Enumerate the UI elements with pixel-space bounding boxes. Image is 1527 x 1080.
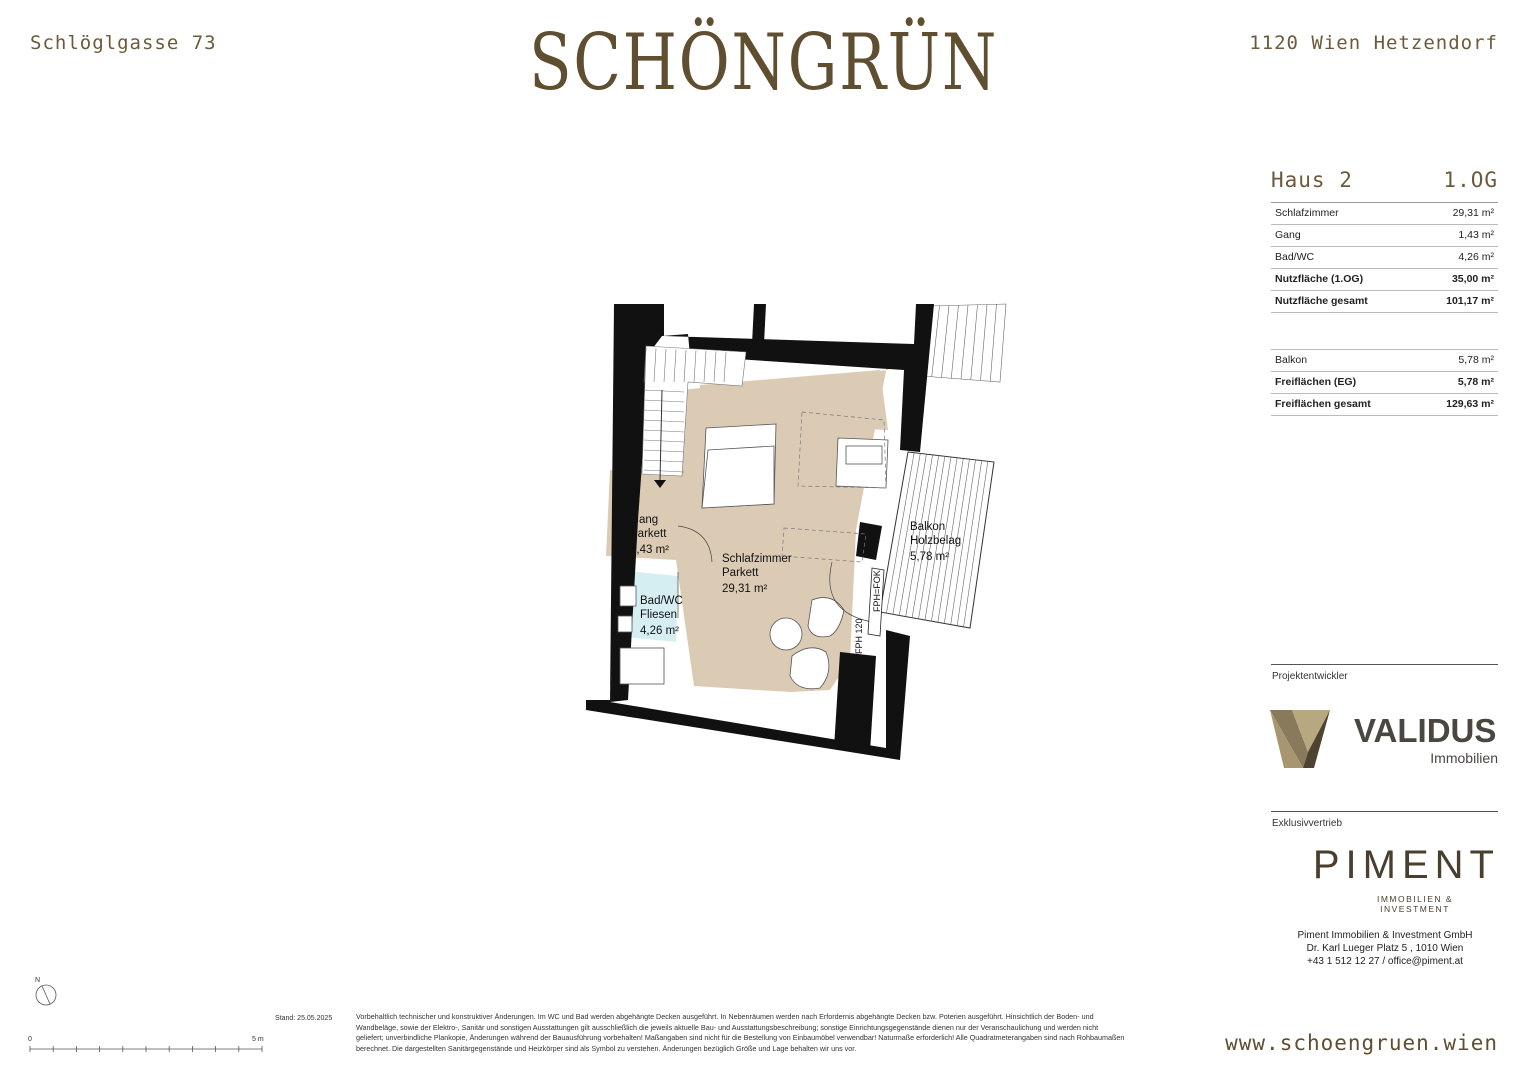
- scale-bar: [26, 1032, 271, 1057]
- company-street: Dr. Karl Lueger Platz 5 , 1010 Wien: [1306, 943, 1464, 954]
- sales-label: Exklusivvertrieb: [1272, 818, 1343, 829]
- balcony-area: 5,78 m²: [910, 551, 949, 563]
- bath-area: 4,26 m²: [640, 625, 679, 637]
- fph-label: FPH 120: [854, 618, 864, 654]
- brand-logo: SCHÖNGRÜN: [528, 18, 999, 108]
- bedroom-floor-type: Parkett: [722, 567, 759, 579]
- panel-gap: [1271, 313, 1498, 350]
- disclaimer: Vorbehaltlich technischer und konstruktiver Änderungen. Im WC und Bad werden abgehängte Decken ausgeführt. In Nebenräumen werden nach Erfordernis abgehängte Decken bzw. Poterien ausgeführt. Hinsichtlich der Boden- und Wandbeläge, sowie der Elektro-, Sanitär und sonstigen Ausstattungen gilt ausschließlich die jeweils aktuelle Bau- und Ausstattungsbeschreibung; sonstige Einrichtungsgegenstände dienen nur der Veranschaulichung und werden nicht geliefert; unverbindliche Plankopie, Änderungen während der Bauausführung vorbehalten! Maßangaben sind nicht für die Bestellung von Einbaumöbel verwendbar! Naturmaße erforderlich! Alle Quadratmeterangaben sind nach Rohbaumaßen berechnet. Die dargestellten Sanitärgegenstände und Heizkörper sind als Symbol zu verstehen. Änderungen bezüglich Größe und Lage behalten wir uns vor.: [356, 1012, 1125, 1053]
- area-label: Nutzfläche gesamt: [1275, 295, 1368, 307]
- area-value: 4,26 m²: [1458, 251, 1494, 263]
- address-right: 1120 Wien Hetzendorf: [1249, 32, 1498, 54]
- divider: [1271, 664, 1498, 665]
- area-value: 129,63 m²: [1446, 398, 1494, 410]
- area-row: [1271, 247, 1498, 269]
- north-arrow-icon: [28, 973, 68, 1013]
- area-panel: [1271, 168, 1498, 416]
- company-phone[interactable]: +43 1 512 12 27 / office@piment.at: [1307, 956, 1463, 967]
- bedroom-area: 29,31 m²: [722, 583, 768, 595]
- validus-logo: [1270, 708, 1500, 770]
- stand-date: Stand: 25.05.2025: [275, 1015, 333, 1022]
- fph-fok-label: FPH=FOK: [872, 570, 882, 612]
- area-row: [1271, 291, 1498, 313]
- outdoor-list: [1271, 350, 1498, 416]
- area-value: 5,78 m²: [1457, 376, 1494, 388]
- piment-sub2: INVESTMENT: [1380, 904, 1450, 914]
- scale-end: 5 m: [252, 1036, 264, 1043]
- area-row: [1271, 350, 1498, 372]
- bath-name: Bad/WC: [640, 595, 683, 607]
- bath-floor-type: Fliesen: [640, 609, 678, 621]
- piment-logo: [1290, 843, 1500, 914]
- bedroom-name: Schlafzimmer: [722, 553, 792, 565]
- area-label: Gang: [1275, 229, 1301, 241]
- area-value: 35,00 m²: [1451, 273, 1494, 285]
- area-list: [1271, 203, 1498, 313]
- desk-icon: [836, 438, 888, 488]
- area-row: [1271, 372, 1498, 394]
- scale-start: 0: [28, 1036, 32, 1043]
- area-value: 5,78 m²: [1458, 354, 1494, 366]
- house-label: Haus 2: [1271, 168, 1353, 192]
- piment-sub1: IMMOBILIEN &: [1376, 894, 1454, 904]
- area-value: 29,31 m²: [1452, 207, 1494, 219]
- contact-block: [1270, 929, 1500, 968]
- area-row: [1271, 394, 1498, 416]
- area-row: [1271, 203, 1498, 225]
- area-row: [1271, 225, 1498, 247]
- floor-plan: [570, 290, 1030, 760]
- piment-name: PIMENT: [1312, 843, 1500, 887]
- balcony-floor-type: Holzbelag: [910, 535, 962, 547]
- gang-name: Gang: [630, 514, 659, 526]
- floor-label: 1.OG: [1443, 168, 1498, 192]
- validus-sub: Immobilien: [1430, 750, 1498, 766]
- validus-name: VALIDUS: [1354, 712, 1497, 749]
- balcony-name: Balkon: [910, 521, 946, 533]
- area-label: Freiflächen (EG): [1275, 376, 1357, 388]
- bed-icon: [702, 424, 776, 508]
- company-name: Piment Immobilien & Investment GmbH: [1297, 930, 1473, 941]
- gang-area: 1,43 m²: [630, 544, 669, 556]
- developer-label: Projektentwickler: [1272, 671, 1348, 682]
- north-label: N: [35, 977, 41, 984]
- stair-outside: [922, 304, 1006, 382]
- website-link[interactable]: www.schoengruen.wien: [1225, 1031, 1498, 1055]
- divider: [1271, 811, 1498, 812]
- panel-header: [1271, 168, 1498, 203]
- gang-floor-type: Parkett: [630, 528, 667, 540]
- area-label: Nutzfläche (1.OG): [1275, 273, 1364, 285]
- area-row: [1271, 269, 1498, 291]
- address-left: Schlöglgasse 73: [30, 32, 217, 54]
- area-label: Freiflächen gesamt: [1275, 398, 1371, 410]
- area-value: 101,17 m²: [1446, 295, 1494, 307]
- area-label: Schlafzimmer: [1275, 207, 1339, 219]
- area-label: Balkon: [1275, 354, 1308, 366]
- area-label: Bad/WC: [1275, 251, 1315, 263]
- area-value: 1,43 m²: [1458, 229, 1494, 241]
